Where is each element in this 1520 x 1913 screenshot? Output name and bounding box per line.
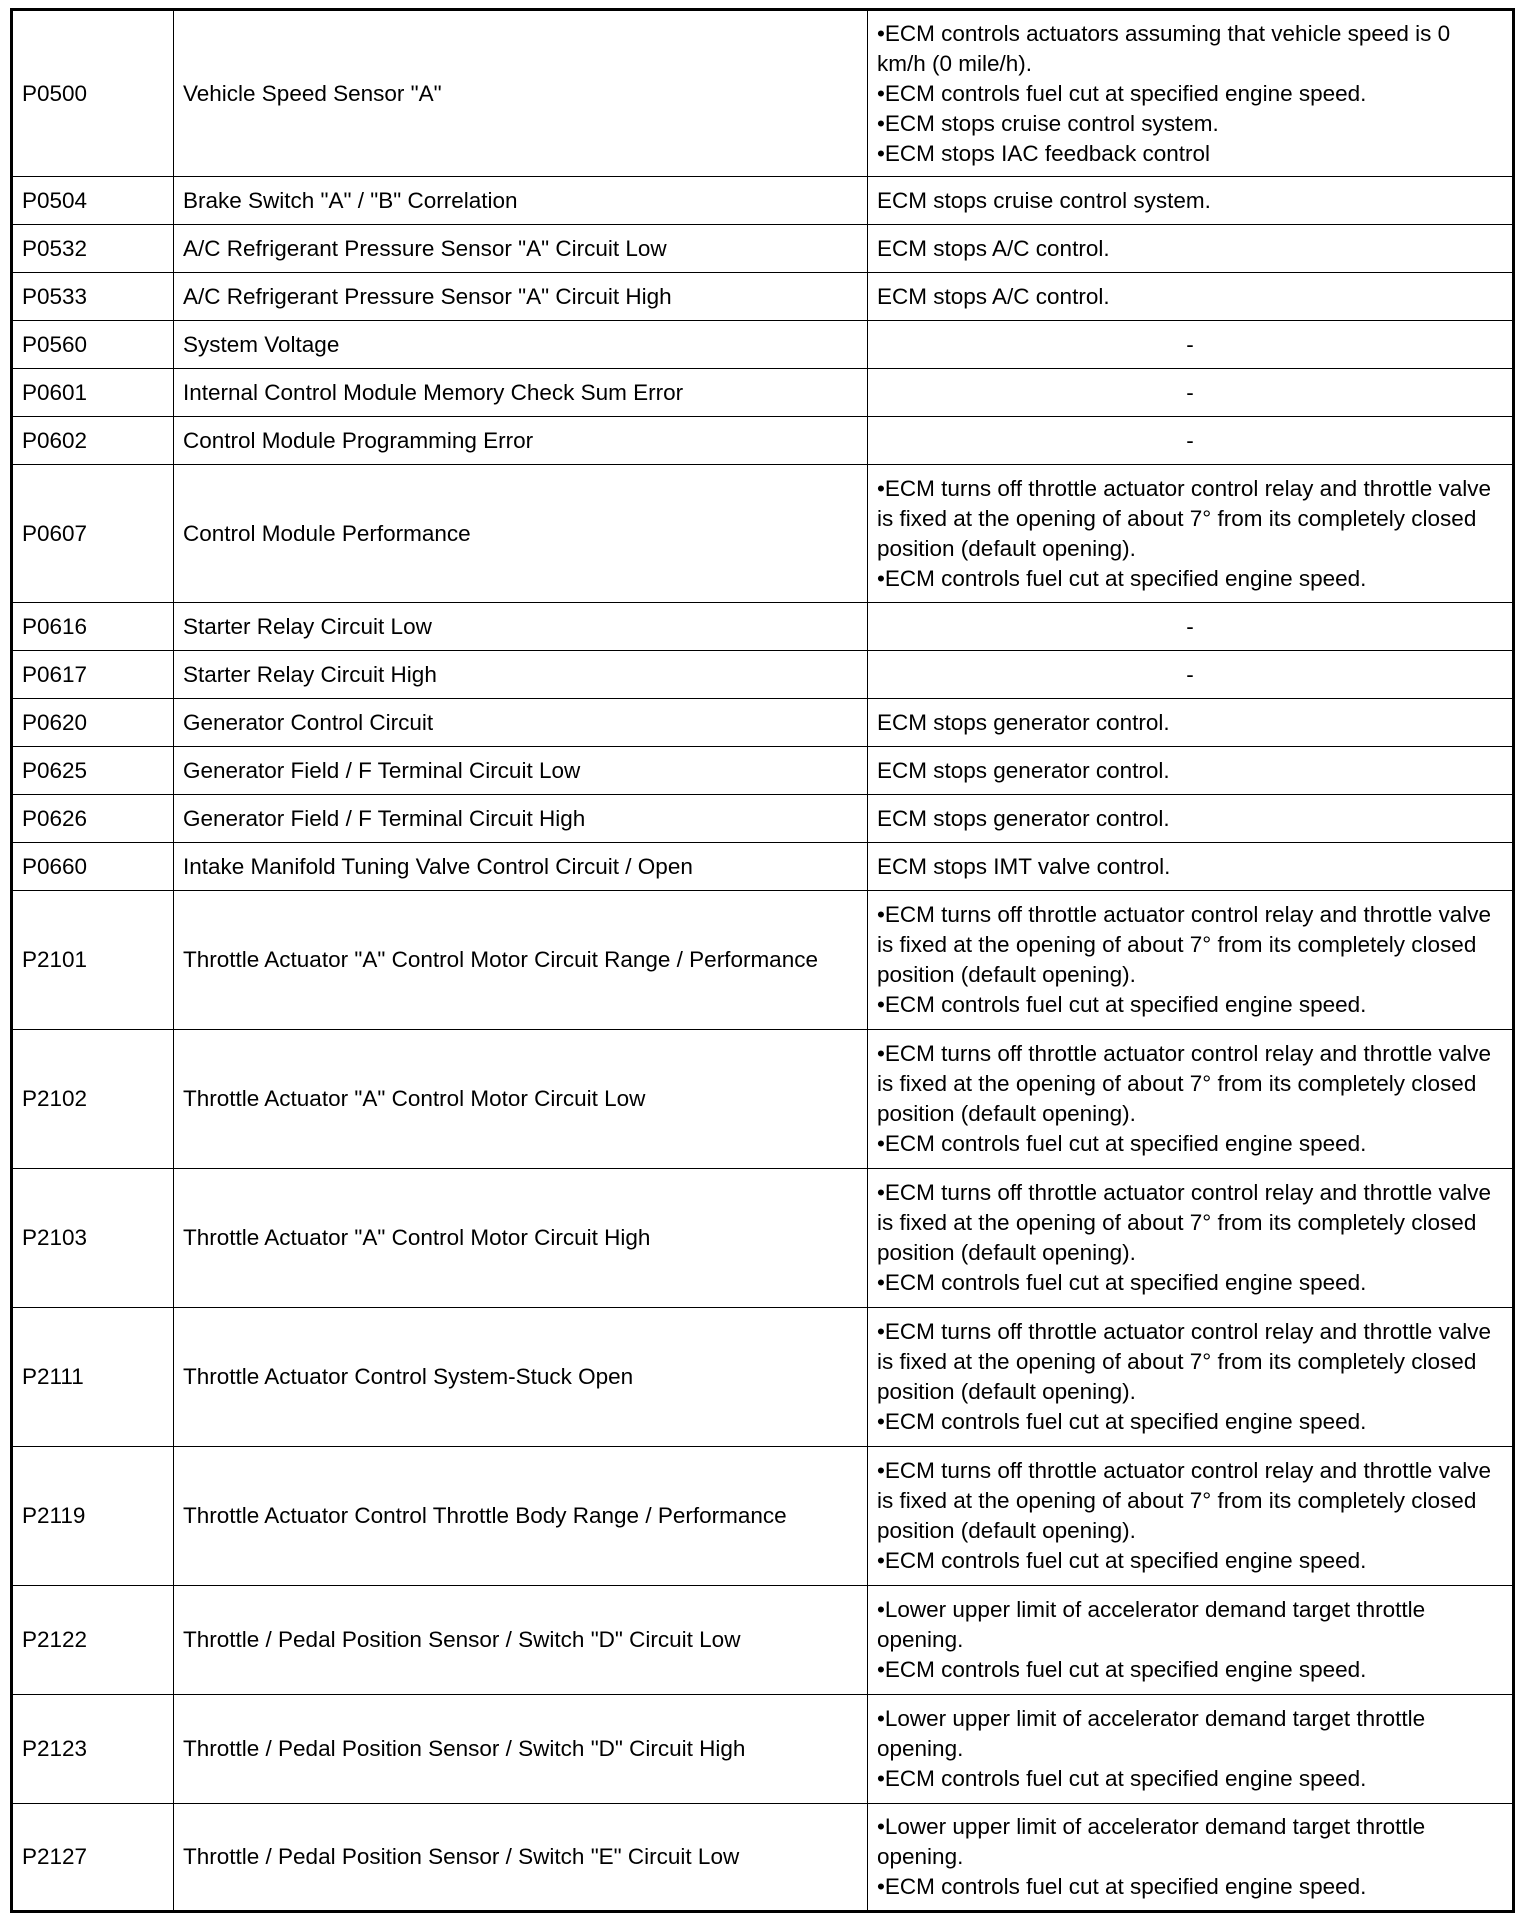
fail-safe-action [868, 273, 1514, 321]
fail-safe-action [868, 1586, 1514, 1695]
dtc-code: P2101 [12, 891, 174, 1030]
action-line: •ECM stops IAC feedback control [877, 140, 1211, 166]
dtc-code: P2119 [12, 1447, 174, 1586]
fail-safe-action [868, 10, 1514, 177]
table-row [12, 1030, 1514, 1169]
fail-safe-action [868, 1169, 1514, 1308]
action-line: •ECM controls fuel cut at specified engine speed. [877, 1548, 1367, 1573]
dtc-name: Intake Manifold Tuning Valve Control Circuit / Open [174, 843, 868, 891]
action-line: •Lower upper limit of accelerator demand target throttle opening. [877, 1814, 1426, 1869]
action-line: - [1186, 661, 1194, 687]
action-line: •ECM controls fuel cut at specified engine speed. [877, 1131, 1367, 1156]
dtc-name: Starter Relay Circuit Low [174, 603, 868, 651]
dtc-code: P2127 [12, 1804, 174, 1912]
dtc-name: Control Module Performance [174, 465, 868, 603]
action-line: •ECM controls fuel cut at specified engine speed. [877, 1874, 1367, 1899]
dtc-code: P0620 [12, 699, 174, 747]
action-line: •ECM turns off throttle actuator control relay and throttle valve is fixed at the opening of about 7° from its completely closed position (default opening). [877, 902, 1492, 987]
fail-safe-action [868, 465, 1514, 603]
dtc-code: P0616 [12, 603, 174, 651]
action-line: •ECM controls fuel cut at specified engine speed. [877, 1766, 1367, 1791]
dtc-code: P0626 [12, 795, 174, 843]
fail-safe-action [868, 699, 1514, 747]
table-row [12, 843, 1514, 891]
action-line: ECM stops generator control. [877, 757, 1170, 783]
table-row [12, 273, 1514, 321]
action-line: ECM stops A/C control. [877, 283, 1110, 309]
dtc-code: P2103 [12, 1169, 174, 1308]
dtc-name: Throttle Actuator "A" Control Motor Circuit High [174, 1169, 868, 1308]
dtc-name: Generator Field / F Terminal Circuit Low [174, 747, 868, 795]
dtc-table-body [12, 10, 1514, 1912]
fail-safe-action [868, 1308, 1514, 1447]
fail-safe-action [868, 321, 1514, 369]
dtc-code: P0500 [12, 10, 174, 177]
fail-safe-action [868, 1804, 1514, 1912]
action-line: •ECM controls fuel cut at specified engine speed. [877, 1409, 1367, 1434]
table-row [12, 225, 1514, 273]
action-line: •ECM turns off throttle actuator control relay and throttle valve is fixed at the opening of about 7° from its completely closed position (default opening). [877, 1319, 1492, 1404]
table-row [12, 1695, 1514, 1804]
dtc-code: P0601 [12, 369, 174, 417]
action-line: ECM stops A/C control. [877, 235, 1110, 261]
table-row [12, 1804, 1514, 1912]
dtc-code: P0660 [12, 843, 174, 891]
dtc-code: P2122 [12, 1586, 174, 1695]
dtc-name: Throttle / Pedal Position Sensor / Switch "D" Circuit Low [174, 1586, 868, 1695]
action-line: •ECM controls actuators assuming that vehicle speed is 0 km/h (0 mile/h). [877, 20, 1451, 76]
table-row [12, 651, 1514, 699]
fail-safe-action [868, 795, 1514, 843]
table-row [12, 1586, 1514, 1695]
fail-safe-action [868, 417, 1514, 465]
table-row [12, 321, 1514, 369]
dtc-code: P0560 [12, 321, 174, 369]
table-row [12, 10, 1514, 177]
action-line: - [1186, 427, 1194, 453]
table-row [12, 465, 1514, 603]
fail-safe-action [868, 1695, 1514, 1804]
dtc-name: Generator Field / F Terminal Circuit High [174, 795, 868, 843]
fail-safe-action [868, 891, 1514, 1030]
action-line: ECM stops cruise control system. [877, 187, 1211, 213]
action-line: ECM stops IMT valve control. [877, 853, 1171, 879]
action-line: •ECM controls fuel cut at specified engine speed. [877, 565, 1367, 591]
action-line: - [1186, 379, 1194, 405]
dtc-name: Throttle / Pedal Position Sensor / Switch "E" Circuit Low [174, 1804, 868, 1912]
fail-safe-action [868, 1447, 1514, 1586]
action-line: - [1186, 613, 1194, 639]
dtc-table [10, 8, 1515, 1913]
fail-safe-action [868, 603, 1514, 651]
fail-safe-action [868, 747, 1514, 795]
fail-safe-action [868, 843, 1514, 891]
fail-safe-action [868, 225, 1514, 273]
dtc-name: A/C Refrigerant Pressure Sensor "A" Circuit Low [174, 225, 868, 273]
dtc-name: Starter Relay Circuit High [174, 651, 868, 699]
action-line: •Lower upper limit of accelerator demand target throttle opening. [877, 1706, 1426, 1761]
dtc-code: P2102 [12, 1030, 174, 1169]
dtc-name: Throttle Actuator "A" Control Motor Circuit Range / Performance [174, 891, 868, 1030]
action-line: •ECM controls fuel cut at specified engine speed. [877, 80, 1367, 106]
table-row [12, 699, 1514, 747]
action-line: •ECM stops cruise control system. [877, 110, 1219, 136]
fail-safe-action [868, 651, 1514, 699]
table-row [12, 417, 1514, 465]
action-line: •ECM controls fuel cut at specified engine speed. [877, 1270, 1367, 1295]
dtc-code: P0602 [12, 417, 174, 465]
action-line: •ECM turns off throttle actuator control relay and throttle valve is fixed at the opening of about 7° from its completely closed position (default opening). [877, 1458, 1492, 1543]
action-line: •ECM controls fuel cut at specified engine speed. [877, 1657, 1367, 1682]
dtc-name: Throttle Actuator "A" Control Motor Circuit Low [174, 1030, 868, 1169]
action-line: ECM stops generator control. [877, 709, 1170, 735]
table-row [12, 369, 1514, 417]
dtc-code: P0504 [12, 177, 174, 225]
fail-safe-action [868, 369, 1514, 417]
table-row [12, 795, 1514, 843]
dtc-name: Throttle Actuator Control System-Stuck Open [174, 1308, 868, 1447]
dtc-name: System Voltage [174, 321, 868, 369]
action-line: •ECM turns off throttle actuator control relay and throttle valve is fixed at the opening of about 7° from its completely closed position (default opening). [877, 475, 1492, 561]
action-line: - [1186, 331, 1194, 357]
dtc-code: P0532 [12, 225, 174, 273]
table-row [12, 1447, 1514, 1586]
action-line: •ECM controls fuel cut at specified engine speed. [877, 992, 1367, 1017]
dtc-name: Vehicle Speed Sensor "A" [174, 10, 868, 177]
dtc-code: P0625 [12, 747, 174, 795]
dtc-code: P2123 [12, 1695, 174, 1804]
action-line: •Lower upper limit of accelerator demand target throttle opening. [877, 1597, 1426, 1652]
dtc-code: P2111 [12, 1308, 174, 1447]
dtc-name: Throttle Actuator Control Throttle Body Range / Performance [174, 1447, 868, 1586]
fail-safe-action [868, 1030, 1514, 1169]
action-line: ECM stops generator control. [877, 805, 1170, 831]
table-row [12, 603, 1514, 651]
table-row [12, 1308, 1514, 1447]
dtc-name: Brake Switch "A" / "B" Correlation [174, 177, 868, 225]
table-row [12, 1169, 1514, 1308]
dtc-name: Throttle / Pedal Position Sensor / Switch "D" Circuit High [174, 1695, 868, 1804]
dtc-code: P0607 [12, 465, 174, 603]
action-line: •ECM turns off throttle actuator control relay and throttle valve is fixed at the opening of about 7° from its completely closed position (default opening). [877, 1041, 1492, 1126]
dtc-code: P0617 [12, 651, 174, 699]
dtc-name: Generator Control Circuit [174, 699, 868, 747]
fail-safe-action [868, 177, 1514, 225]
table-row [12, 177, 1514, 225]
dtc-code: P0533 [12, 273, 174, 321]
table-row [12, 747, 1514, 795]
table-row [12, 891, 1514, 1030]
dtc-name: Internal Control Module Memory Check Sum Error [174, 369, 868, 417]
action-line: •ECM turns off throttle actuator control relay and throttle valve is fixed at the opening of about 7° from its completely closed position (default opening). [877, 1180, 1492, 1265]
dtc-name: A/C Refrigerant Pressure Sensor "A" Circuit High [174, 273, 868, 321]
dtc-name: Control Module Programming Error [174, 417, 868, 465]
